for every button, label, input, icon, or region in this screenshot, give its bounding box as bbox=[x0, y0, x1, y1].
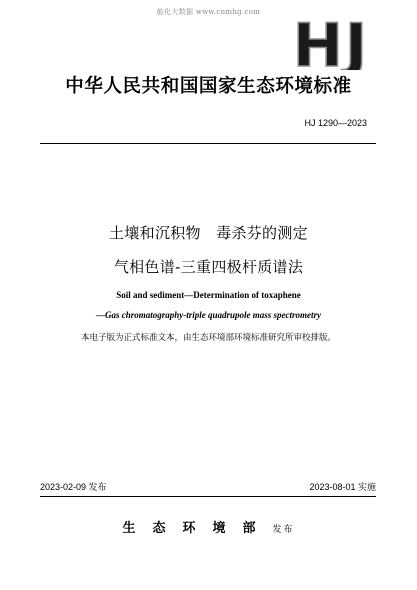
chinese-title-line-1: 土壤和沉积物 毒杀芬的测定 bbox=[109, 224, 308, 242]
electronic-version-note: 本电子版为正式标准文本，由生态环境部环境标准研究所审校排版。 bbox=[80, 333, 336, 343]
standard-code: HJ 1290—2023 bbox=[304, 118, 367, 128]
hj-logo bbox=[283, 14, 379, 70]
hj-logo-text: HJ bbox=[292, 14, 370, 70]
chinese-title-line-2: 气相色谱-三重四极杆质谱法 bbox=[113, 258, 304, 276]
publisher-suffix: 发布 bbox=[272, 525, 295, 535]
issue-date: 2023-02-09 发布 bbox=[40, 482, 107, 492]
standard-title: 中华人民共和国国家生态环境标准 bbox=[65, 76, 352, 97]
english-title-line-2: —Gas chromatography-triple quadrupole mass spectrometry bbox=[95, 310, 321, 320]
watermark: 能化大数据 www.cnmhg.com bbox=[156, 8, 261, 16]
publisher bbox=[0, 517, 417, 536]
publisher-name: 生态环境部 bbox=[122, 521, 273, 536]
bottom-divider bbox=[40, 496, 376, 497]
implementation-date: 2023-08-01 实施 bbox=[309, 482, 376, 492]
top-divider bbox=[40, 143, 376, 144]
english-title-line-1: Soil and sediment—Determination of toxaphene bbox=[116, 290, 301, 300]
